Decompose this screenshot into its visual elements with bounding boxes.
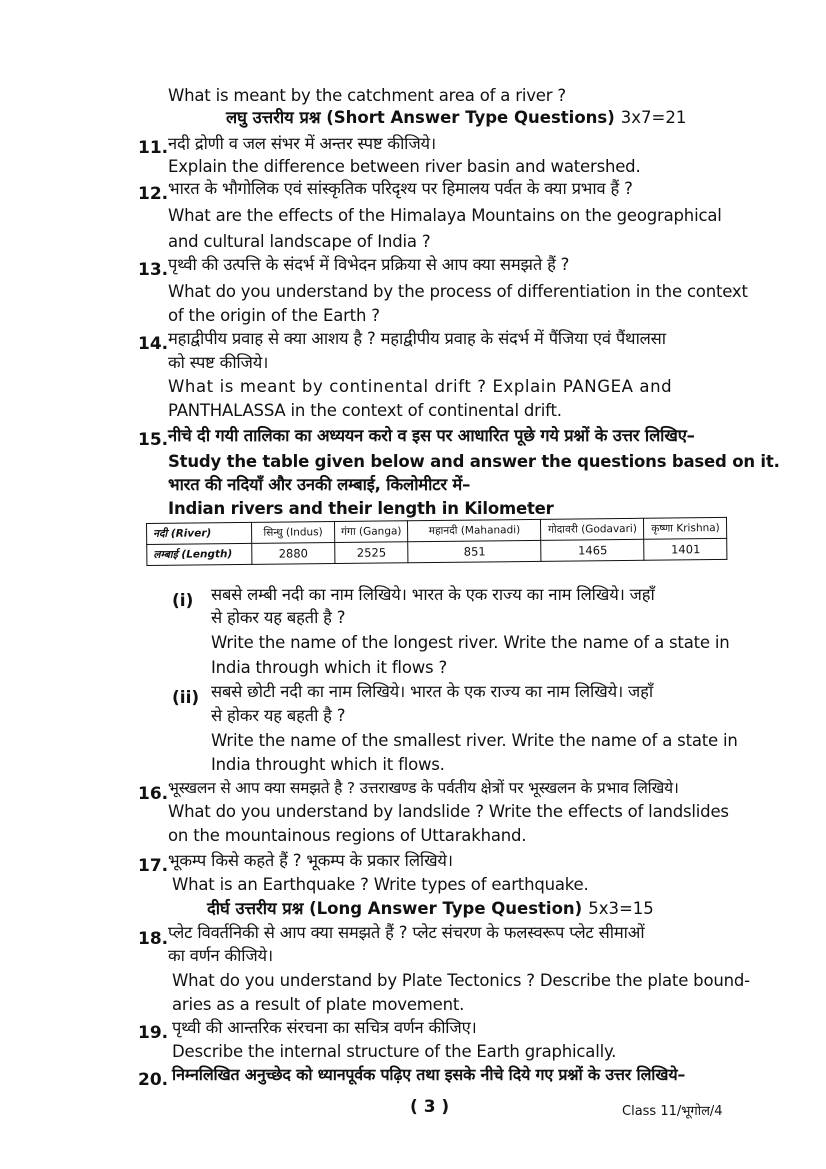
- sub-ii-hindi-2: से होकर यह बहती है ?: [211, 706, 346, 725]
- sub-i-hindi-1: सबसे लम्बी नदी का नाम लिखिये। भारत के एक राज्य का नाम लिखिये। जहाँ: [211, 585, 655, 604]
- section-long-heading: [207, 898, 654, 920]
- q20-number: 20.: [138, 1070, 169, 1090]
- q17-english: What is an Earthquake ? Write types of earthquake.: [172, 875, 589, 894]
- q12-hindi: भारत के भौगोलिक एवं सांस्कृतिक परिदृश्य पर हिमालय पर्वत के क्या प्रभाव हैं ?: [168, 179, 633, 198]
- q15-hindi: नीचे दी गयी तालिका का अध्ययन करो व इस पर आधारित पूछे गये प्रश्नों के उत्तर लिखिए–: [168, 426, 695, 445]
- river-name-cell: गंगा (Ganga): [334, 521, 408, 543]
- river-length-cell: 2525: [335, 542, 409, 564]
- sub-i-label: (i): [172, 591, 194, 611]
- page-number: ( 3 ): [410, 1097, 450, 1117]
- q11-number: 11.: [138, 138, 169, 158]
- q13-english-2: of the origin of the Earth ?: [168, 306, 380, 325]
- q18-hindi-2: का वर्णन कीजिये।: [168, 946, 273, 965]
- q18-english-1: What do you understand by Plate Tectonics ? Describe the plate bound-: [172, 971, 750, 990]
- q14-hindi-2: को स्पष्ट कीजिये।: [168, 353, 269, 372]
- q17-number: 17.: [138, 856, 169, 876]
- q13-english-1: What do you understand by the process of differentiation in the context: [168, 282, 748, 301]
- q12-number: 12.: [138, 184, 169, 204]
- q16-number: 16.: [138, 784, 169, 804]
- section-long-marks: 5x3=15: [588, 899, 654, 918]
- q20-hindi: निम्नलिखित अनुच्छेद को ध्यानपूर्वक पढ़िए तथा इसके नीचे दिये गए प्रश्नों के उत्तर लिखिये–: [172, 1065, 686, 1084]
- q15-number: 15.: [138, 430, 169, 450]
- river-length-cell: 1465: [541, 539, 644, 561]
- river-length-cell: 2880: [252, 543, 335, 565]
- sub-ii-hindi-1: सबसे छोटी नदी का नाम लिखिये। भारत के एक राज्य का नाम लिखिये। जहाँ: [211, 682, 653, 701]
- q16-hindi: भूस्खलन से आप क्या समझते है ? उत्तराखण्ड के पर्वतीय क्षेत्रों पर भूस्खलन के प्रभाव लिखिये।: [168, 779, 679, 797]
- q11-hindi: नदी द्रोणी व जल संभर में अन्तर स्पष्ट कीजिये।: [168, 134, 436, 153]
- river-header-cell: नदी (River): [147, 522, 252, 544]
- q14-english-1: What is meant by continental drift ? Explain PANGEA and: [168, 377, 673, 396]
- table-title-english: Indian rivers and their length in Kilometer: [168, 499, 554, 518]
- q19-english: Describe the internal structure of the Earth graphically.: [172, 1042, 617, 1061]
- river-name-cell: गोदावरी (Godavari): [541, 518, 644, 540]
- catchment-question: What is meant by the catchment area of a river ?: [168, 86, 566, 105]
- river-length-cell: 851: [408, 540, 541, 562]
- q14-hindi-1: महाद्वीपीय प्रवाह से क्या आशय है ? महाद्वीपीय प्रवाह के संदर्भ में पैंजिया एवं पैंथालसा: [168, 329, 666, 348]
- river-name-cell: कृष्णा Krishna): [644, 517, 727, 539]
- rivers-table: [146, 517, 728, 566]
- table-title-hindi: भारत की नदियाँ और उनकी लम्बाई, किलोमीटर में–: [168, 475, 471, 494]
- q14-number: 14.: [138, 334, 169, 354]
- q11-english: Explain the difference between river basin and watershed.: [168, 157, 641, 176]
- sub-i-hindi-2: से होकर यह बहती है ?: [211, 608, 346, 627]
- q13-number: 13.: [138, 260, 169, 280]
- river-length-cell: 1401: [644, 538, 727, 560]
- q19-hindi: पृथ्वी की आन्तरिक संरचना का सचित्र वर्णन कीजिए।: [172, 1018, 477, 1037]
- sub-ii-english-1: Write the name of the smallest river. Write the name of a state in: [211, 731, 738, 750]
- class-code: Class 11/भूगोल/4: [622, 1104, 723, 1119]
- sub-i-english-1: Write the name of the longest river. Write the name of a state in: [211, 633, 730, 652]
- river-name-cell: सिन्धु (Indus): [251, 522, 334, 544]
- q15-english: Study the table given below and answer the questions based on it.: [168, 452, 780, 471]
- section-short-title: लघु उत्तरीय प्रश्न (Short Answer Type Questions): [226, 108, 615, 127]
- q16-english-1: What do you understand by landslide ? Write the effects of landslides: [168, 802, 729, 821]
- q16-english-2: on the mountainous regions of Uttarakhand.: [168, 826, 527, 845]
- sub-i-english-2: India through which it flows ?: [211, 658, 448, 677]
- q19-number: 19.: [138, 1023, 169, 1043]
- section-short-heading: [226, 107, 686, 129]
- q12-english-2: and cultural landscape of India ?: [168, 232, 431, 251]
- q18-hindi-1: प्लेट विवर्तनिकी से आप क्या समझते हैं ? प्लेट संचरण के फलस्वरूप प्लेट सीमाओं: [168, 923, 645, 942]
- sub-ii-english-2: India throught which it flows.: [211, 755, 445, 774]
- q18-english-2: aries as a result of plate movement.: [172, 995, 465, 1014]
- length-header-cell: लम्बाई (Length): [147, 543, 252, 565]
- section-long-title: दीर्घ उत्तरीय प्रश्न (Long Answer Type Question): [207, 899, 583, 918]
- q13-hindi: पृथ्वी की उत्पत्ति के संदर्भ में विभेदन प्रक्रिया से आप क्या समझते हैं ?: [168, 255, 570, 274]
- q12-english-1: What are the effects of the Himalaya Mountains on the geographical: [168, 206, 722, 225]
- q17-hindi: भूकम्प किसे कहते हैं ? भूकम्प के प्रकार लिखिये।: [168, 851, 453, 870]
- section-short-marks: 3x7=21: [620, 108, 687, 127]
- q18-number: 18.: [138, 929, 169, 949]
- river-name-cell: महानदी (Mahanadi): [408, 519, 541, 541]
- q14-english-2: PANTHALASSA in the context of continental drift.: [168, 401, 562, 420]
- sub-ii-label: (ii): [172, 688, 200, 708]
